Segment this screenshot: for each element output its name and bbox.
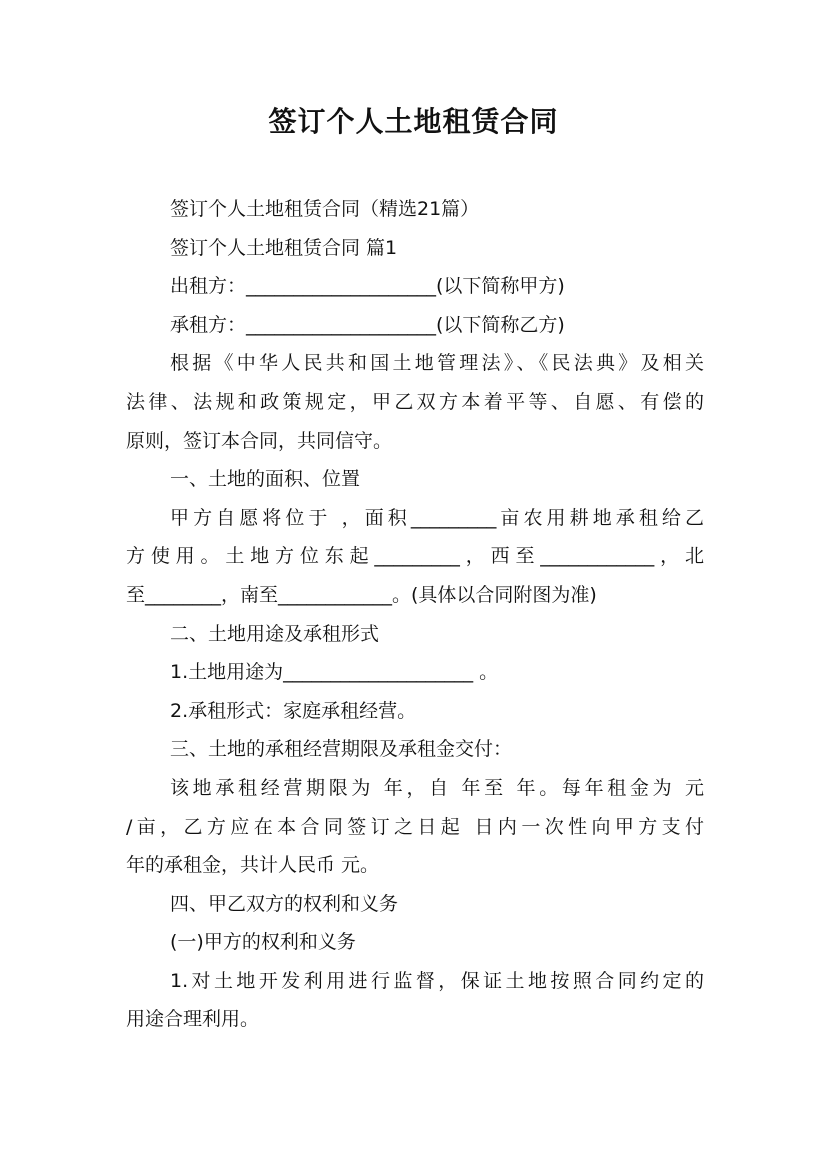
paragraph-line: 1.对土地开发利用进行监督，保证土地按照合同约定的 xyxy=(170,969,704,992)
document-body xyxy=(126,190,704,1039)
paragraph-line: 根据《中华人民共和国土地管理法》、《民法典》及相关 xyxy=(170,352,704,375)
paragraph-line: 1.土地用途为____________________ 。 xyxy=(170,661,499,684)
subtitle-line: 签订个人土地租赁合同（精选21篇） xyxy=(170,198,480,220)
paragraph-line: 至________，南至____________。(具体以合同附图为准) xyxy=(126,583,597,606)
paragraph-line: 年的承租金，共计人民币 元。 xyxy=(126,854,380,877)
clause-heading: 四、甲乙双方的权利和义务 xyxy=(170,892,399,915)
paragraph-line: 方使用。土地方位东起_________，西至____________，北 xyxy=(126,545,704,568)
clause-heading: 三、土地的承租经营期限及承租金交付： xyxy=(170,738,513,761)
paragraph-line: 用途合理利用。 xyxy=(126,1008,260,1031)
paragraph-line: 法律、法规和政策规定，甲乙双方本着平等、自愿、有偿的 xyxy=(126,390,704,413)
subclause-heading: (一)甲方的权利和义务 xyxy=(170,931,356,954)
paragraph-line: 甲方自愿将位于 ，面积_________亩农用耕地承租给乙 xyxy=(170,506,704,529)
section-heading: 签订个人土地租赁合同 篇1 xyxy=(170,236,398,259)
lessee-field: 承租方：____________________(以下简称乙方) xyxy=(170,313,565,336)
paragraph-line: 原则，签订本合同，共同信守。 xyxy=(126,429,393,452)
paragraph-line: /亩，乙方应在本合同签订之日起 日内一次性向甲方支付 xyxy=(126,815,704,838)
clause-heading: 一、土地的面积、位置 xyxy=(170,468,361,491)
clause-heading: 二、土地用途及承租形式 xyxy=(170,622,380,645)
paragraph-line: 该地承租经营期限为 年，自 年至 年。每年租金为 元 xyxy=(170,776,704,799)
document-title: 签订个人土地租赁合同 xyxy=(268,105,559,138)
paragraph-line: 2.承租形式：家庭承租经营。 xyxy=(170,699,417,722)
lessor-field: 出租方：____________________(以下简称甲方) xyxy=(170,275,565,298)
